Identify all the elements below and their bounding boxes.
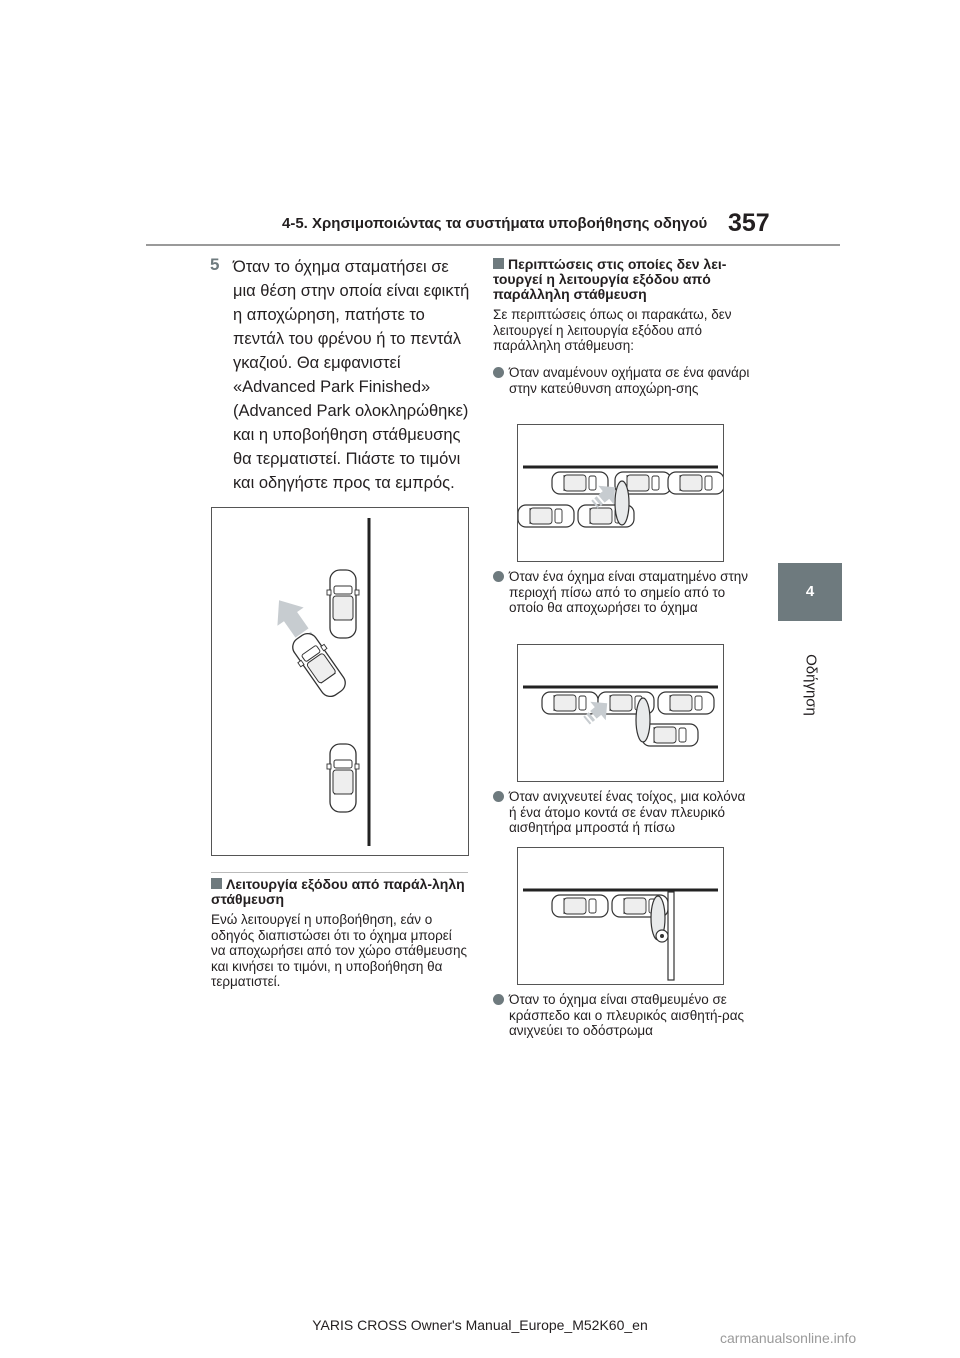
figure-vehicle-stopped-behind xyxy=(517,644,724,782)
section-body-exit-function: Ενώ λειτουργεί η υποβοήθηση, εάν ο οδηγός διαπιστώσει ότι το όχημα μπορεί να αποχωρήσει από τον χώρο στάθμευσης και κινήσει το τιμόνι, η υποβοήθηση θα τερματιστεί. xyxy=(211,912,467,989)
section-divider xyxy=(211,872,468,873)
bullet-dot-icon xyxy=(493,791,504,802)
step-number: 5 xyxy=(210,255,220,274)
step-text: Όταν το όχημα σταματήσει σε μια θέση στην οποία είναι εφικτή η αποχώρηση, πατήστε το πεντάλ του φρένου ή το πεντάλ γκαζιού. Θα εμφανιστεί «Advanced Park Finished» (Advanced Park ολοκληρώθηκε) και η υποβοήθηση στάθμευσης θα τερματιστεί. Πιάστε το τιμόνι και οδηγήστε προς τα εμπρός. xyxy=(233,258,470,492)
bullet-item: Όταν ένα όχημα είναι σταματημένο στην περιοχή πίσω από το σημείο από το οποίο θα αποχωρήσει το όχημα xyxy=(493,569,753,616)
bullet-dot-icon xyxy=(493,571,504,582)
bullet-item: Όταν ανιχνευτεί ένας τοίχος, μια κολόνα ή ένα άτομο κοντά σε έναν πλευρικό αισθητήρα μπροστά ή πίσω xyxy=(493,789,753,836)
bullet-item: Όταν το όχημα είναι σταθμευμένο σε κράσπεδο και ο πλευρικός αισθητή-ρας ανιχνεύει το οδόστρωμα xyxy=(493,992,753,1039)
section-intro-not-working: Σε περιπτώσεις όπως οι παρακάτω, δεν λειτουργεί η λειτουργία εξόδου από παράλληλη στάθμευση: xyxy=(493,307,732,353)
section-square-icon xyxy=(211,878,222,889)
bullet-dot-icon xyxy=(493,367,504,378)
figure-cars-waiting-at-light xyxy=(517,424,724,562)
header-divider xyxy=(146,244,840,246)
page-number: 357 xyxy=(728,209,770,237)
section-square-icon xyxy=(493,258,504,269)
watermark: carmanualsonline.info xyxy=(720,1330,857,1346)
bullet-dot-icon xyxy=(493,994,504,1005)
bullet-item: Όταν αναμένουν οχήματα σε ένα φανάρι στην κατεύθυνση αποχώρη-σης xyxy=(493,365,753,396)
chapter-tab-number[interactable]: 4 xyxy=(778,563,842,621)
figure-wall-pillar-person xyxy=(517,847,724,985)
section-title-exit-function: Λειτουργία εξόδου από παράλ-ληλη στάθμευση xyxy=(211,876,465,907)
chapter-tab-label: Οδήγηση xyxy=(802,654,820,716)
section-title-not-working: Περιπτώσεις στις οποίες δεν λει-τουργεί η λειτουργία εξόδου από παράλληλη στάθμευση xyxy=(493,256,727,302)
page-footer: YARIS CROSS Owner's Manual_Europe_M52K60_en xyxy=(312,1317,648,1333)
figure-exit-parallel-parking xyxy=(211,507,469,856)
section-header-title: 4-5. Χρησιμοποιώντας τα συστήματα υποβοήθησης οδηγού xyxy=(282,215,708,232)
